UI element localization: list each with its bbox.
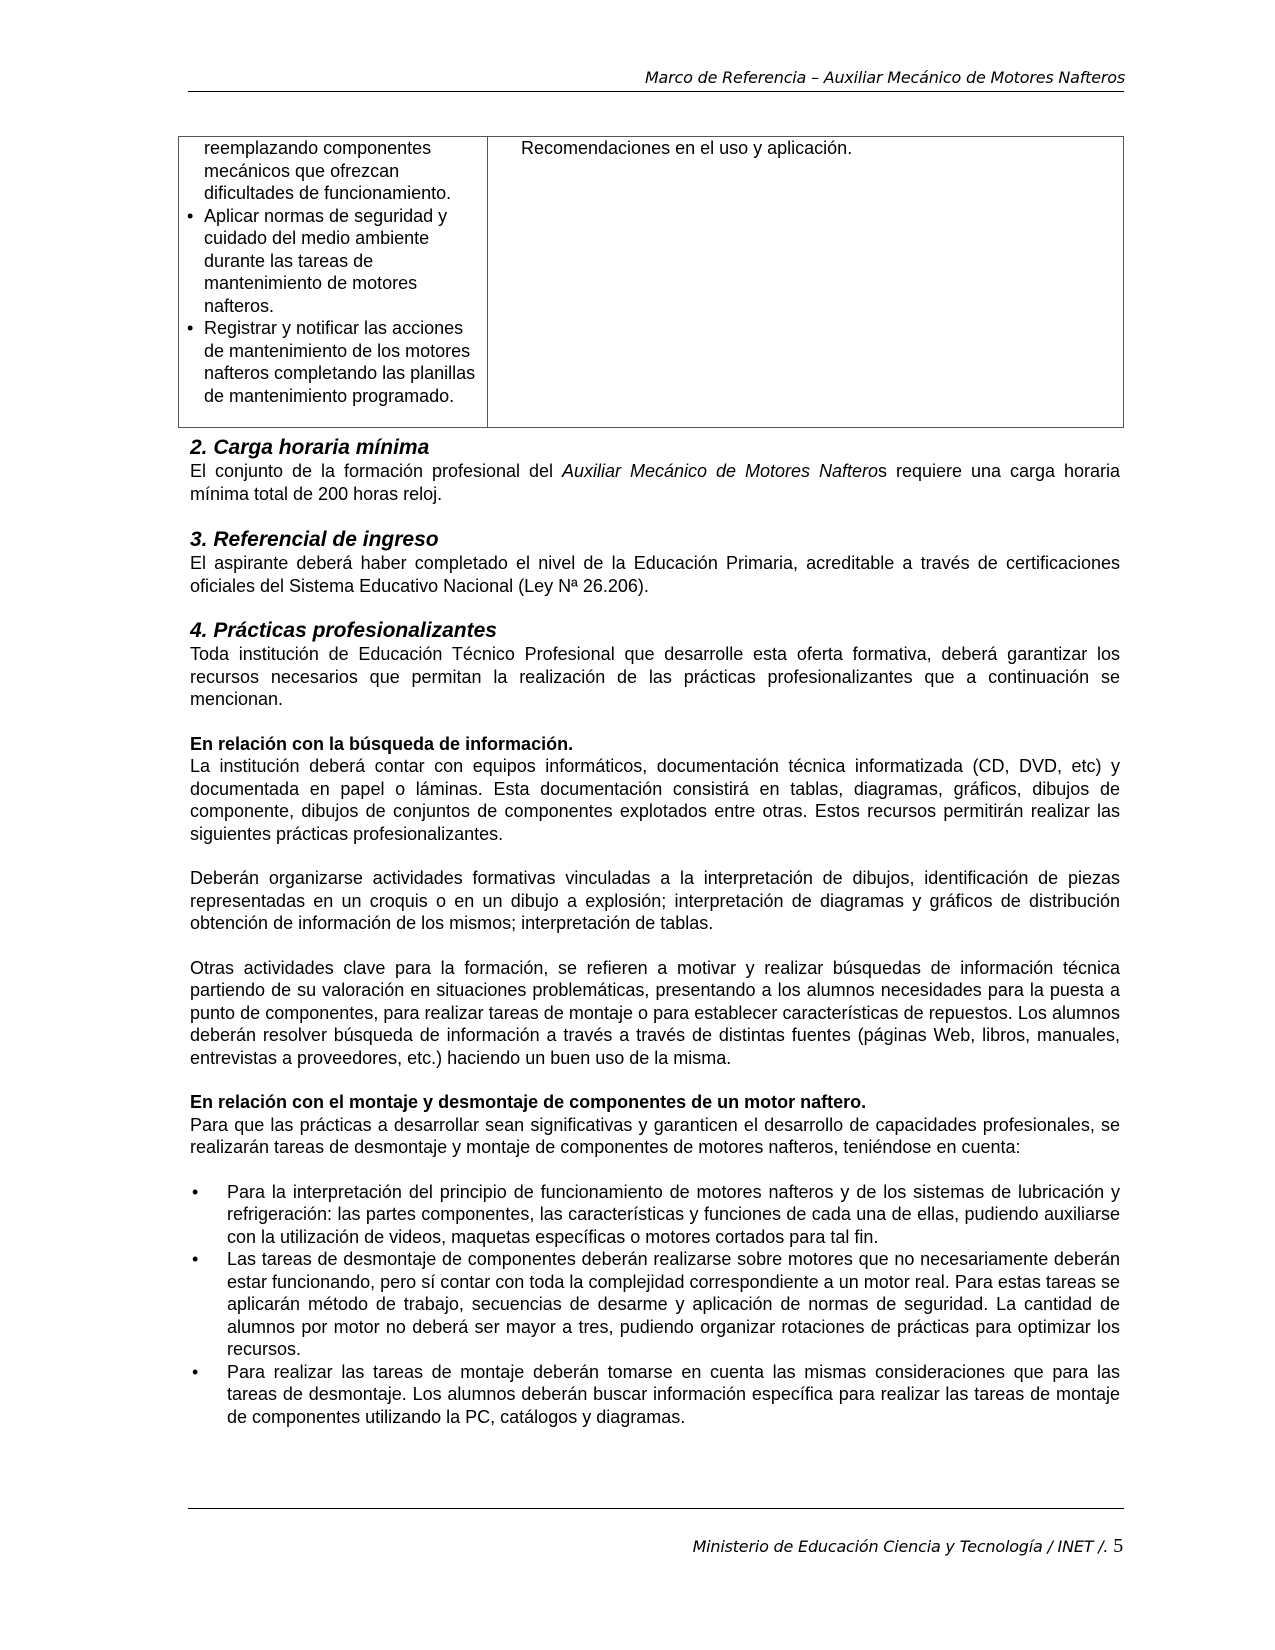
bullet-dot-icon: •: [187, 205, 194, 226]
page-number: 5: [1113, 1535, 1123, 1557]
paragraph-text: s requiere una carga horaria mínima total de 200 horas reloj.: [190, 461, 1120, 504]
list-item-text: Para la interpretación del principio de funcionamiento de motores nafteros y de los sistemas de lubricación y refrigeración: las partes componentes, las características y funciones de cada una de ellas, pudiendo auxiliarse con la utilización de videos, maquetas específicas o motores cortados para tal fin.: [227, 1181, 1120, 1247]
list-item: [190, 1248, 1120, 1361]
list-item: [190, 1361, 1120, 1429]
bullet-dot-icon: •: [187, 318, 194, 338]
section-carga-horaria: [190, 436, 1120, 505]
table-left-cell: [179, 137, 488, 427]
section-paragraph: Toda institución de Educación Técnico Profesional que desarrolle esta oferta formativa, deberá garantizar los recursos necesarios que permitan la realización de las prácticas profesionalizantes que a continuación se mencionan.: [190, 644, 1120, 709]
section-paragraph: La institución deberá contar con equipos informáticos, documentación técnica informatizada (CD, DVD, etc) y documentada en papel o láminas. Esta documentación consistirá en tablas, diagramas, gráficos, dibujos de componente, dibujos de conjuntos de componentes explotados entre otras. Estos recursos permitirán realizar las siguientes prácticas profesionalizantes.: [190, 756, 1120, 844]
section-referencial-ingreso: [190, 528, 1120, 597]
section-practicas: [190, 619, 1120, 1428]
table-continued-text: reemplazando componentes mecánicos que ofrezcan dificultades de funcionamiento.: [204, 138, 452, 203]
paragraph-text: El conjunto de la formación profesional del: [190, 461, 562, 481]
subsection-title: En relación con la búsqueda de información.: [190, 733, 574, 754]
paragraph-italic-text: Auxiliar Mecánico de Motores Naftero: [561, 461, 878, 481]
footer-text: Ministerio de Educación Ciencia y Tecnología / INET /.: [692, 1537, 1109, 1556]
section-heading: 4. Prácticas profesionalizantes: [190, 619, 497, 642]
table-bullet-text: Aplicar normas de seguridad y cuidado del medio ambiente durante las tareas de mantenimiento de motores nafteros.: [204, 205, 448, 316]
section-paragraph: El aspirante deberá haber completado el nivel de la Educación Primaria, acreditable a través de certificaciones oficiales del Sistema Educativo Nacional (Ley Nª 26.206).: [190, 553, 1120, 596]
table-bullet-item: [187, 317, 487, 407]
section-paragraph: Para que las prácticas a desarrollar sean significativas y garanticen el desarrollo de capacidades profesionales, se realizarán tareas de desmontaje y montaje de componentes de motores nafteros, teniéndose en cuenta:: [190, 1114, 1120, 1157]
page-footer: [693, 1535, 1123, 1558]
list-item-text: Para realizar las tareas de montaje deberán tomarse en cuenta las mismas consideraciones que para las tareas de desmontaje. Los alumnos deberán buscar información específica para realizar las tareas de montaje de componentes utilizando la PC, catálogos y diagramas.: [227, 1361, 1120, 1427]
section-paragraph: Deberán organizarse actividades formativas vinculadas a la interpretación de dibujos, identificación de piezas representadas en un croquis o en un dibujo a explosión; interpretación de diagramas y gráficos de distribución obtención de información de los mismos; interpretación de tablas.: [190, 868, 1120, 933]
section-paragraph: Otras actividades clave para la formación, se refieren a motivar y realizar búsquedas de información técnica partiendo de su valoración en situaciones problemáticas, presentando a los alumnos necesidades para la puesta a punto de componentes, para realizar tareas de montaje o para establecer características de repuestos. Los alumnos deberán resolver búsqueda de información a través a través de distintas fuentes (páginas Web, libros, manuales, entrevistas a proveedores, etc.) haciendo un buen uso de la misma.: [190, 957, 1120, 1068]
page-header-title: Marco de Referencia – Auxiliar Mecánico de Motores Nafteros: [644, 68, 1125, 87]
subsection-title: En relación con el montaje y desmontaje de componentes de un motor naftero.: [190, 1092, 867, 1112]
list-item-text: Las tareas de desmontaje de componentes deberán realizarse sobre motores que no necesariamente deberán estar funcionando, pero sí contar con toda la complejidad correspondiente a un motor real. Para estas tareas se aplicarán método de trabajo, secuencias de desarme y aplicación de normas de seguridad. La cantidad de alumnos por motor no deberá ser mayor a tres, pudiendo organizar rotaciones de prácticas para optimizar los recursos.: [227, 1249, 1120, 1359]
table-bullet-item: [187, 205, 487, 318]
section-paragraph: [190, 460, 1120, 505]
bullet-dot-icon: •: [192, 1249, 199, 1269]
section-heading: 3. Referencial de ingreso: [190, 528, 439, 551]
table-right-cell: [488, 137, 1123, 427]
table-bullet-text: Registrar y notificar las acciones de mantenimiento de los motores nafteros completando las planillas de mantenimiento programado.: [204, 318, 476, 406]
footer-rule: [188, 1508, 1124, 1509]
section-heading: 2. Carga horaria mínima: [190, 436, 430, 459]
table-right-text: Recomendaciones en el uso y aplicación.: [521, 138, 853, 158]
bullet-dot-icon: •: [192, 1361, 199, 1382]
competency-table: [178, 136, 1124, 428]
bullet-dot-icon: •: [192, 1181, 199, 1202]
list-item: [190, 1181, 1120, 1249]
header-rule: [188, 91, 1124, 92]
bullet-list: [190, 1181, 1120, 1429]
